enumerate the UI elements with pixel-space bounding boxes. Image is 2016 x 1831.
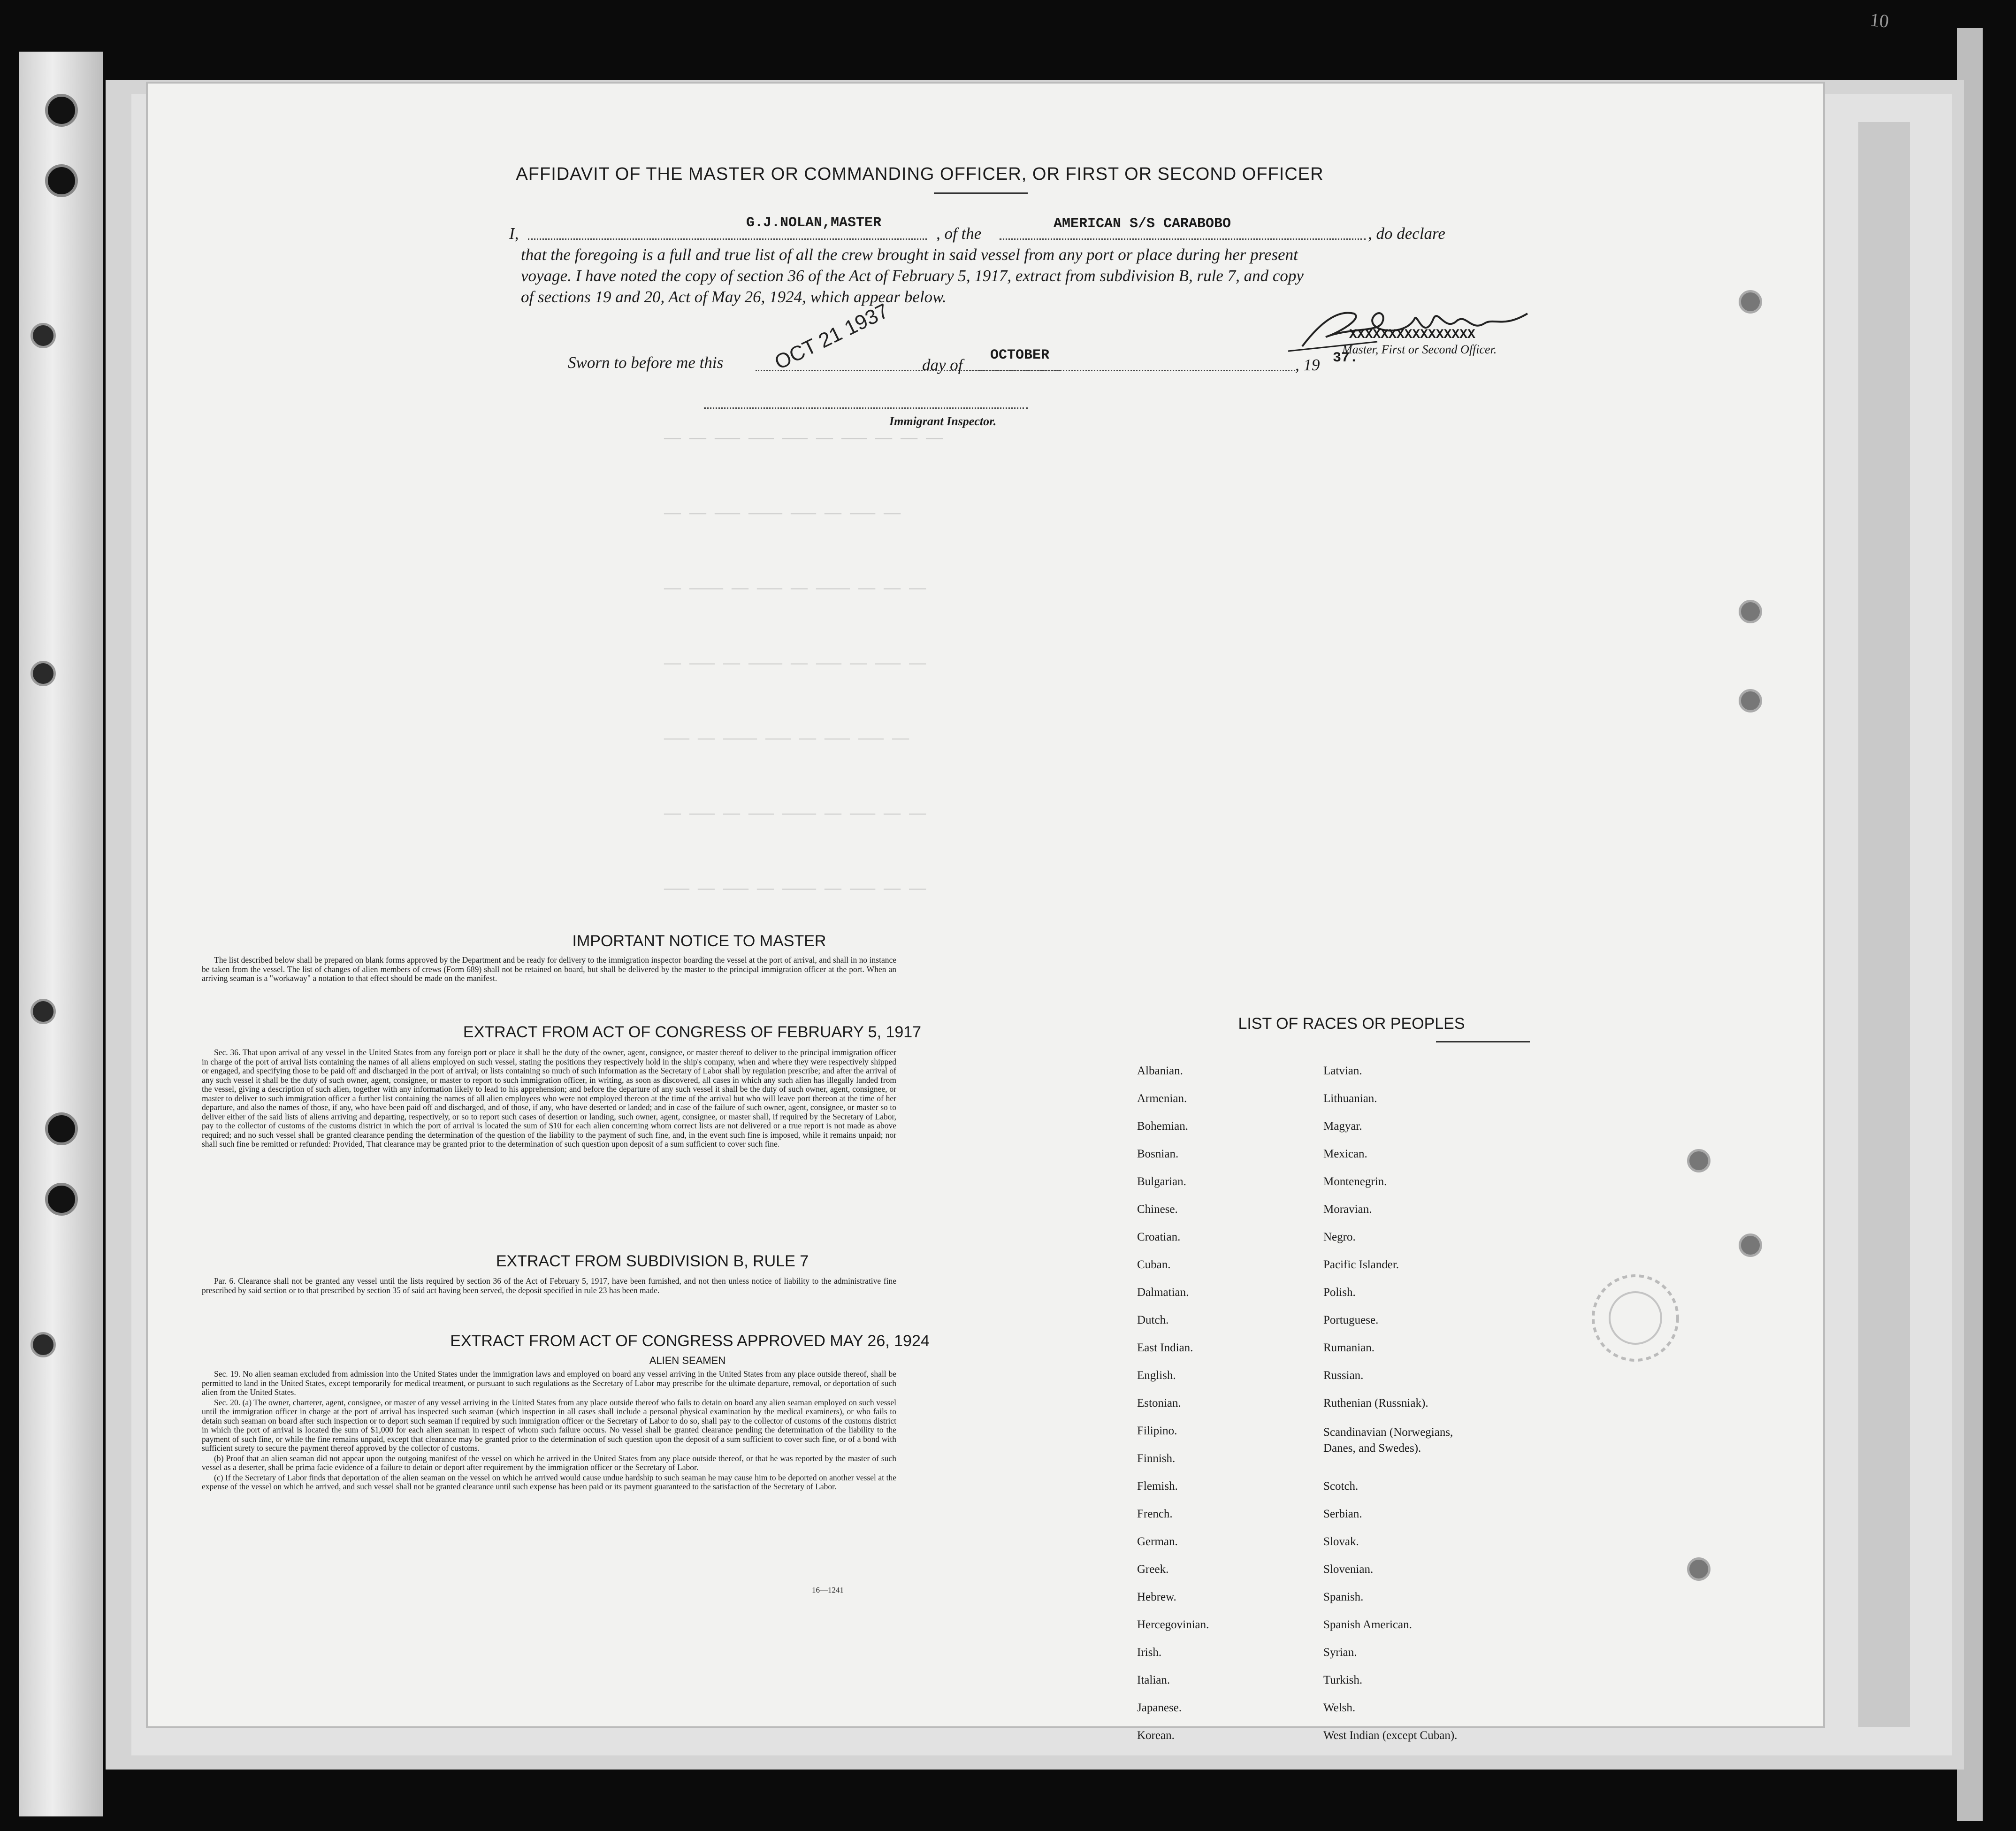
race-item: French. xyxy=(1137,1508,1173,1520)
race-item: Chinese. xyxy=(1137,1203,1178,1216)
race-item: Hebrew. xyxy=(1137,1591,1176,1603)
race-item: Korean. xyxy=(1137,1729,1175,1742)
race-item: Mexican. xyxy=(1323,1148,1367,1160)
race-item: Rumanian. xyxy=(1323,1341,1375,1354)
punch-hole xyxy=(1739,290,1762,314)
race-item: Hercegovinian. xyxy=(1137,1618,1209,1631)
section-20c: (c) If the Secretary of Labor finds that deportation of the alien seaman on the vessel on which he arrived would cause undue hardship to such seaman he may cause him to be deported on another vessel at the expense of the vessel on which he arrived, and such vessel shall not be granted clearance until such expense has been paid or its payment guaranteed to the satisfaction of the Secretary of Labor. xyxy=(202,1472,896,1491)
notice-title: IMPORTANT NOTICE TO MASTER xyxy=(572,932,826,950)
binder-hole xyxy=(45,94,78,127)
paragraph-6: Par. 6. Clearance shall not be granted any vessel until the lists required by section 36 of the Act of February 5, 1917, have been furnished, and not then unless notice of liability to the administrative fine prescribed by said section or to that prescribed by section 35 of said act having been served, the deposit specified in rule 23 has been made. xyxy=(202,1276,896,1295)
document-page xyxy=(148,84,1823,1742)
struck-title: XXXXXXXXXXXXXXXX xyxy=(1349,328,1475,342)
race-item: Finnish. xyxy=(1137,1452,1176,1465)
race-item: Bohemian. xyxy=(1137,1120,1189,1133)
binder-hole xyxy=(45,1112,78,1145)
vessel-line xyxy=(1000,238,1366,240)
race-item: Irish. xyxy=(1137,1646,1162,1659)
punch-hole xyxy=(31,323,56,348)
affidavit-of-the: , of the xyxy=(936,224,982,243)
year-prefix: , 19 xyxy=(1295,356,1320,374)
affidavit-declare: , do declare xyxy=(1368,224,1445,243)
race-item: Pacific Islander. xyxy=(1323,1258,1399,1271)
page-number: 10 xyxy=(1869,9,1890,32)
affidavit-line-2: that the foregoing is a full and true list of all the crew brought in said vessel from any port or place during her present xyxy=(521,245,1298,264)
race-item: Slovenian. xyxy=(1323,1563,1374,1576)
show-through-text: —— ———— —— ——— —— ———— —— —— —— xyxy=(664,581,926,597)
race-item: West Indian (except Cuban). xyxy=(1323,1729,1458,1742)
race-item: Albanian. xyxy=(1137,1065,1183,1077)
punch-hole xyxy=(1739,689,1762,712)
punch-hole xyxy=(31,661,56,686)
date-stamp: OCT 21 1937 xyxy=(771,299,893,375)
punch-hole xyxy=(31,999,56,1024)
race-item: Greek. xyxy=(1137,1563,1169,1576)
race-item: Serbian. xyxy=(1323,1508,1362,1520)
race-item: Welsh. xyxy=(1323,1701,1356,1714)
race-item: Italian. xyxy=(1137,1674,1170,1686)
show-through-text: —— ——— —— ——— ———— —— ——— —— —— xyxy=(664,806,926,822)
race-item: Flemish. xyxy=(1137,1480,1178,1493)
race-item: Scotch. xyxy=(1323,1480,1359,1493)
binder-hole xyxy=(45,1183,78,1216)
master-name: G.J.NOLAN,MASTER xyxy=(746,215,882,231)
extract-1924-text xyxy=(202,1370,896,1493)
show-through-text: —— —— ——— ———— ——— —— ——— —— xyxy=(664,506,901,522)
form-code: 16—1241 xyxy=(812,1586,844,1594)
month: OCTOBER xyxy=(990,347,1050,363)
rule7-text xyxy=(202,1277,896,1296)
binder-hole xyxy=(45,164,78,197)
section-20a: Sec. 20. (a) The owner, charterer, agent, consignee, or master of any vessel arriving in the United States from any place outside thereof who fails to detain on board any alien seaman employed on such vessel until the immigration officer in charge at the port of arrival has inspected such seaman (which inspection in all cases shall include a personal physical examination by the medical examiners), or who fails to detain such seaman on board after such inspection or to deport such seaman if required by such immigration officer or the Secretary of Labor to do so, shall pay to the collector of customs of the customs district in which the port of arrival is located the sum of $1,000 for each alien seaman in respect of whom such failure occurs. No vessel shall be granted clearance pending the determination of the liability to the payment of such fine, or while the fine remains unpaid, except that clearance may be granted prior to the determination of such question upon the deposit of a sum sufficient to cover such fine, or of a bond with sufficient surety to secure the payment thereof approved by the collector of customs. xyxy=(202,1397,896,1453)
inspector-label: Immigrant Inspector. xyxy=(889,414,997,428)
divider xyxy=(1436,1041,1530,1042)
race-item: Filipino. xyxy=(1137,1425,1177,1437)
extract-1917-title: EXTRACT FROM ACT OF CONGRESS OF FEBRUARY 5, 1917 xyxy=(463,1023,922,1041)
race-item: Latvian. xyxy=(1323,1065,1362,1077)
race-item: Bosnian. xyxy=(1137,1148,1179,1160)
race-item: Polish. xyxy=(1323,1286,1356,1299)
show-through-text: ——— —— ———— ——— —— ——— ——— —— xyxy=(664,731,909,747)
extract-1924-title: EXTRACT FROM ACT OF CONGRESS APPROVED MAY 26, 1924 xyxy=(450,1332,930,1350)
signer-title: Master, First or Second Officer. xyxy=(1342,343,1497,356)
race-item: Syrian. xyxy=(1323,1646,1357,1659)
day-of-label: day of xyxy=(922,356,963,374)
show-through-text: ——— —— ——— —— ———— —— ——— —— —— xyxy=(664,881,926,897)
race-item: Spanish American. xyxy=(1323,1618,1412,1631)
notice-paragraph: The list described below shall be prepared on blank forms approved by the Department and be ready for delivery to the immigration inspector boarding the vessel at the port of arrival, and shall in no instance be taken from the vessel. The list of changes of alien members of crews (Form 689) shall not be retained on board, but shall be delivered by the master to the principal immigration officer at the port. When an arriving seaman is a "workaway" a notation to that effect should be made on the manifest. xyxy=(202,955,896,983)
show-through-text: —— ——— —— ———— —— ——— —— ——— —— xyxy=(664,656,926,672)
punch-hole xyxy=(1739,1233,1762,1257)
race-item: Lithuanian. xyxy=(1323,1092,1377,1105)
races-title: LIST OF RACES OR PEOPLES xyxy=(1238,1015,1465,1033)
rule7-title: EXTRACT FROM SUBDIVISION B, RULE 7 xyxy=(496,1252,809,1270)
section-20b: (b) Proof that an alien seaman did not appear upon the outgoing manifest of the vessel on which he arrived in the United States from any place outside thereof, or that he was reported by the master of such vessel as a deserter, shall be prima facie evidence of a failure to detain or deport after requirement by the immigration officer or the Secretary of Labor. xyxy=(202,1453,896,1472)
race-item: Magyar. xyxy=(1323,1120,1362,1133)
races-right-column xyxy=(1323,1065,1478,1757)
race-item: Dutch. xyxy=(1137,1314,1169,1326)
races-left-column xyxy=(1137,1065,1209,1757)
race-item: Russian. xyxy=(1323,1369,1364,1382)
race-item: Montenegrin. xyxy=(1323,1175,1387,1188)
punch-hole xyxy=(1687,1557,1711,1581)
affidavit-line-3: voyage. I have noted the copy of section 36 of the Act of February 5, 1917, extract from subdivision B, rule 7, and copy xyxy=(521,267,1304,285)
inspector-line xyxy=(704,407,1028,409)
race-item: Negro. xyxy=(1323,1231,1356,1243)
month-line xyxy=(967,370,1295,371)
sheet-edge-strip xyxy=(1858,122,1910,1727)
punch-hole xyxy=(31,1332,56,1357)
race-item: Bulgarian. xyxy=(1137,1175,1186,1188)
name-line xyxy=(528,238,927,240)
race-item: Dalmatian. xyxy=(1137,1286,1189,1299)
race-item: Ruthenian (Russniak). xyxy=(1323,1397,1428,1410)
race-item: Turkish. xyxy=(1323,1674,1363,1686)
race-item: Cuban. xyxy=(1137,1258,1171,1271)
race-item: English. xyxy=(1137,1369,1176,1382)
punch-hole xyxy=(1739,600,1762,623)
race-item: Moravian. xyxy=(1323,1203,1372,1216)
faint-seal-icon xyxy=(1584,1266,1687,1370)
affidavit-line-4: of sections 19 and 20, Act of May 26, 1924, which appear below. xyxy=(521,288,947,306)
race-item: Japanese. xyxy=(1137,1701,1182,1714)
punch-hole xyxy=(1687,1149,1711,1172)
show-through-text: —— —— ——— ——— ——— —— ——— —— —— —— xyxy=(664,431,943,447)
affidavit-title: AFFIDAVIT OF THE MASTER OR COMMANDING OFFICER, OR FIRST OR SECOND OFFICER xyxy=(516,164,1324,184)
race-item: Estonian. xyxy=(1137,1397,1181,1410)
race-item: German. xyxy=(1137,1535,1178,1548)
notice-text xyxy=(202,956,896,984)
alien-seamen-heading: ALIEN SEAMEN xyxy=(649,1355,726,1366)
race-item: Scandinavian (Norwegians, Danes, and Swedes). xyxy=(1323,1426,1453,1455)
race-item: Armenian. xyxy=(1137,1092,1187,1105)
vessel-name: AMERICAN S/S CARABOBO xyxy=(1054,216,1231,232)
race-item: Spanish. xyxy=(1323,1591,1364,1603)
divider xyxy=(934,192,1028,194)
race-item: Portuguese. xyxy=(1323,1314,1379,1326)
race-item: East Indian. xyxy=(1137,1341,1193,1354)
section-36: Sec. 36. That upon arrival of any vessel in the United States from any foreign port or place it shall be the duty of the owner, agent, consignee, or master thereof to deliver to the principal immigration officer in charge of the port of arrival lists containing the names of all aliens employed on such vessel, stating the positions they respectively hold in the ship's company, when and where they were respectively shipped or engaged, and specifying those to be paid off and discharged in the port of arrival; or lists containing so much of such information as the Secretary of Labor shall by regulation prescribe; and after the arrival of any such vessel it shall be the duty of such owner, agent, consignee, or master to report to such immigration officer, in writing, as soon as discovered, all cases in which any such alien has illegally landed from the vessel, giving a description of such alien, together with any information likely to lead to his apprehension; and before the departure of any such vessel it shall be the duty of such owner, agent, consignee, or master to deliver to such immigration officer a further list containing the names of all alien employees who were not employed thereon at the time of the arrival but who will leave port thereon at the time of her departure, and also the names of those, if any, who have been paid off and discharged, and of those, if any, who have deserted or landed; and in case of the failure of such owner, agent, consignee, or master so to deliver either of the said lists of aliens arriving and departing, respectively, or so to report such cases of desertion or landing, such owner, agent, consignee, or master shall, if required by the Secretary of Labor, pay to the collector of customs of the customs district in which the port of arrival is located the sum of $10 for each alien concerning whom correct lists are not delivered or a true report is not made as above required; and no such vessel shall be granted clearance pending the determination of the question of the liability to the payment of such fine, and, in the event such fine is imposed, while it remains unpaid; nor shall such fine be remitted or refunded: Provided, That clearance may be granted prior to the determination of such question upon deposit of a sum sufficient to cover such fine. xyxy=(202,1048,896,1149)
binder-strip xyxy=(19,52,103,1816)
race-item: Slovak. xyxy=(1323,1535,1359,1548)
year: 37. xyxy=(1333,350,1359,366)
affidavit-prefix: I, xyxy=(509,224,519,243)
extract-1917-text xyxy=(202,1048,896,1150)
sworn-prefix: Sworn to before me this xyxy=(568,353,724,372)
section-19: Sec. 19. No alien seaman excluded from admission into the United States under the immigration laws and employed on board any vessel arriving in the United States from any place outside thereof, shall be permitted to land in the United States, except temporarily for medical treatment, or pursuant to such regulations as the Secretary of Labor may prescribe for the ultimate departure, removal, or deportation of such alien from the United States. xyxy=(202,1369,896,1397)
race-item: Croatian. xyxy=(1137,1231,1181,1243)
